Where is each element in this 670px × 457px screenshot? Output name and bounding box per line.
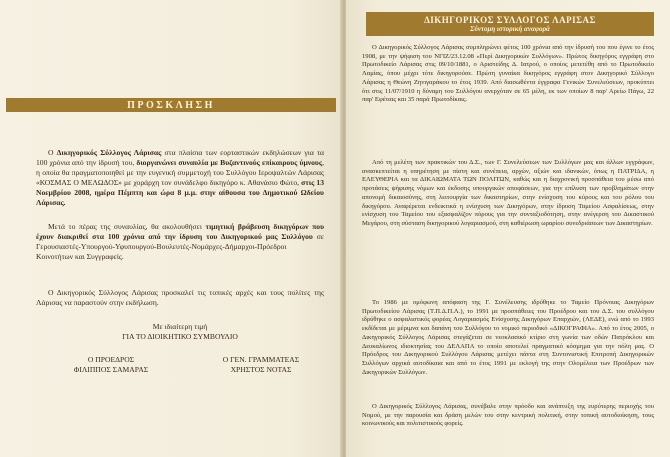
invitation-paragraph-3: Ο Δικηγορικός Σύλλογος Λάρισας προσκαλεί τις τοπικές αρχές και τους πολίτες της Λάρισας να παραστούν στην εκδήλωση. [36,288,324,307]
closing-line-2: ΓΙΑ ΤΟ ΔΙΟΙΚΗΤΙΚΟ ΣΥΜΒΟΥΛΙΟ [122,332,238,341]
invitation-title: ΠΡΟΣΚΛΗΣΗ [127,99,215,111]
invitation-banner [6,98,336,112]
history-paragraph-4: Ο Δικηγορικός Σύλλογος Λάρισας, συνέβαλε στην πρόοδο και ανάπτυξη της ευρύτερης περιοχής του Νομού, με την παρουσία και δράση μελών του στην κεντρική πολιτική, στην τοπική αυτοδιοίκηση, τους κοινωνικούς και πολιτιστικούς φορείς. [362,403,654,428]
p1-bold-date: στις 13 Νοεμβρίου 2008, ημέρα Πέμπτη και ώρα 8 μ.μ. στην αίθουσα του Δημοτικού Ωδείου Λάρισας. [36,178,324,207]
closing-line-1: Με ιδιαίτερη τιμή [152,322,208,331]
p2-text-c: σε Γερουσιαστές-Υπουργού-Υφυπουργού-Βουλευτές-Νομάρχες-Δήμαρχοι-Πρόεδροι Κοινοτήτων και Συγγραφείς. [36,232,324,261]
p1-text-a: Ο [48,148,57,157]
p1-bold-concert: διοργανώνει συναυλία με Βυζαντινούς επίκαιρους ύμνους [136,158,323,167]
signatory-president [56,355,166,375]
closing-block [36,322,324,342]
history-paragraph-3: Το 1986 με ομόφωνη απόφαση της Γ. Συνέλευσης ιδρύθηκε το Ταμείο Πρόνοιας Δικηγόρων Πρωτοδικείου Λάρισας (Τ.Π.Δ.Π.Λ.), το 1991 με προσπάθειες του Προέδρου και του Δ.Σ. του συλλόγου ιδρύθηκε ο ασφαλιστικός φορέας Λογαριασμός Ενίσχυσης Δικηγόρων Επαρχιών, (ΛΕΔΕ), ενώ από το 1993 εκδίδεται με μέριμνα και δαπάνη του Συλλόγου το νομικό περιοδικό «ΔΙΚΟΓΡΑΦΙΑ». Από το έτος 2005, ο Δικηγορικός Σύλλογος Λάρισας στεγάζεται σε νεοκλασικό κτίριο στη γωνία των οδών Πατρόκλου και Δευκαλίωνος ιδιοκτησίας του ΔΕΛΑΠΑ το οποίο αποτελεί πραγματικό κόσμημα για την πόλη μας. Ο Πρόεδρος του Δικηγορικού Συλλόγου Λάρισας μετέχει πάντα στη Συντονιστική Επιτροπή Δικηγορικών Συλλόγων αρχικά αυτοδίκαια και από το έτος 1991 με εκλογή της στην Ολομέλεια των Προέδρων των Δικηγορικών Συλλόγων. [362,299,654,376]
p2-bold-award: τιμητική βράβευση δικηγόρων που έχουν διακριθεί στα 100 χρόνια από την ίδρυση του Δικηγορικού μας Συλλόγου [36,222,325,241]
signatory-role: Ο ΓΕΝ. ΓΡΑΜΜΑΤΕΑΣ [222,355,300,364]
p1-text-e: , η οποία θα πραγματοποιηθεί με την ευγενική συμμετοχή του Συλλόγου Ιεροψαλτών Λάρισας «ΚΟΣΜΑΣ Ο ΜΕΛΩΔΟΣ» με χοράρχη τον συνάδελφο δικηγόρο κ. Αθανάσιο Φώτο, [36,158,324,187]
history-subtitle: Σύντομη ιστορική αναφορά [470,25,550,33]
history-paragraph-1: Ο Δικηγορικός Σύλλογος Λάρισας συμπληρώνει φέτος 100 χρόνια από την ίδρυσή του που έγινε το έτος 1908, με την ψήφιση του ΝΓΙΖ/23.12.08 «Περί Δικηγορικών Συλλόγων». Πρώτος δικηγόρος εγγράφη στο Πρωτοδικείο Λάρισας στις 09/10/1881, ο Αριστείδης Δ. Ιατρού, ο οποίος μετετέθη από το Πρωτοδικείο Λαμίας, όπου μέχρι τότε δικηγορούσε. Πρώτη γυναίκα δικηγόρος εγγράφη στον Δικηγορικό Σύλλογο Λάρισας η Θεώνη Ζηνιγαράκου το έτος 1939. Από διασωθέντα έγγραφα Γενικών Συνελεύσεων, προκύπτει ότι στις 11/07/1910 η δύναμη του Συλλόγου ανερχόταν σε 65 μέλη, εκ των οποίων 8 παρ' Αρείω Πάγω, 22 παρ' Εφέταις και 35 παρά Πρωτοδίκαις. [362,44,654,104]
invitation-paragraph-2 [36,222,324,262]
invitation-paragraph-1 [36,148,324,208]
p1-bold-association: Δικηγορικός Σύλλογος Λάρισας [56,148,162,157]
signatory-secretary [196,355,326,375]
signatory-role: Ο ΠΡΟΕΔΡΟΣ [87,355,135,364]
p1-text-c: στα πλαίσια των εορταστικών εκδηλώσεων για τα 100 χρόνια από την ίδρυσή του, [36,148,324,167]
history-banner [366,12,654,36]
history-paragraph-2: Από τη μελέτη των πρακτικών του Δ.Σ., των Γ. Συνελεύσεων των Συλλόγων μας και άλλων εγγράφων, ανασκεπτείται η υπηρέτηση με πίστη και συνέπεια, αρχών, αξιών και ιδανικών, όπως η ΠΑΤΡΙΔΑ, η ΕΛΕΥΘΕΡΙΑ και τα ΔΙΚΑΙΩΜΑΤΑ ΤΩΝ ΠΟΛΙΤΩΝ, καθώς και η διαχρονική προσπάθεια του μέσω από προτάσεις ψήφισης νόμων και έκδοσης υπουργικών αποφάσεων, για την επίλυση των προβλημάτων στην απονομή δικαιοσύνης, στη λειτουργία των δικαστηρίων, στην ενίσχυση του κύρους και του ρόλου του δικηγόρου. Αναφέρεται ενδεικτικά η ενίσχυση των Δικηγόρων, στην ίδρυση Ταμείου Ασφαλίσεως, στην ενίσχυση του Ταμείου του εξασφαλίζον πόρους για την συνταξιοδότηση, στην ανέγερση του Δικαστικού Μεγάρου, στη σύσταση δικηγορικού λογαριασμού, στη καθιέρωση ωραρίου συνεδριάσεων των Δικαστηρίων. [362,159,654,227]
p2-text-a: Μετά το πέρας της συναυλίας, θα ακολουθήσει [48,222,206,231]
signatory-name: ΦΙΛΙΠΠΟΣ ΣΑΜΑΡΑΣ [73,365,149,374]
signatory-name: ΧΡΗΣΤΟΣ ΝΟΤΑΣ [230,365,292,374]
history-title: ΔΙΚΗΓΟΡΙΚΟΣ ΣΥΛΛΟΓΟΣ ΛΑΡΙΣΑΣ [424,15,596,25]
